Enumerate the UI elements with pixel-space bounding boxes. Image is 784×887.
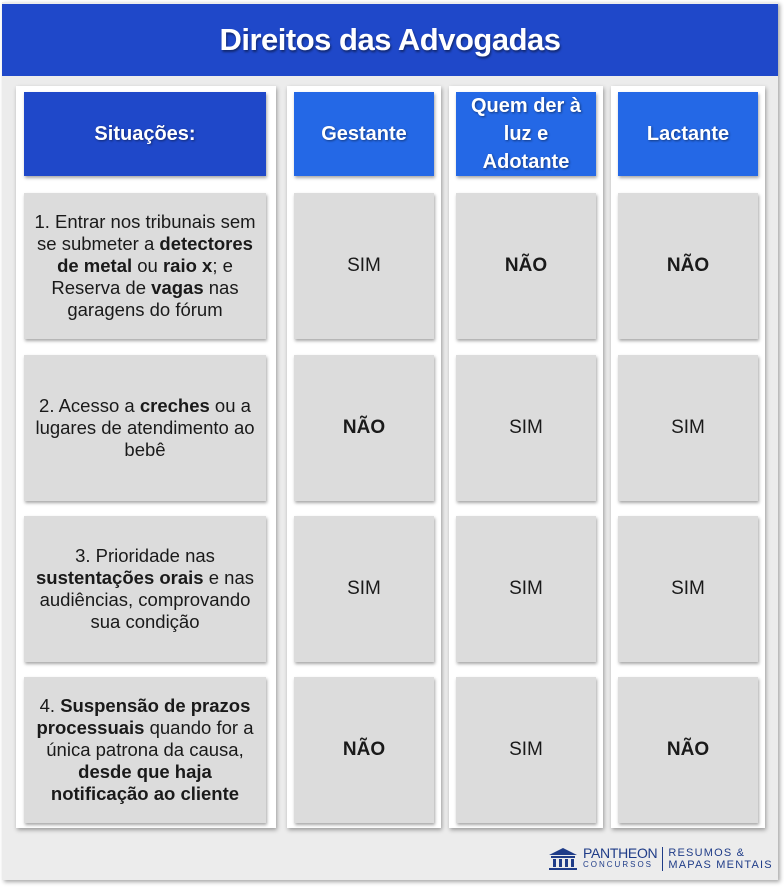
quem-der-a-luz-cell-2: SIM	[456, 355, 596, 501]
situacao-text-2: 2. Acesso a creches ou a lugares de atendimento ao bebê	[35, 395, 255, 460]
logo-tagline-line1: RESUMOS &	[668, 847, 746, 859]
logo-tagline-line2: MAPAS MENTAIS	[668, 859, 773, 871]
header-quem-der-a-luz-line3: Adotante	[482, 151, 570, 173]
lactante-cell-3: SIM	[618, 516, 758, 662]
header-situacoes: Situações:	[24, 92, 266, 176]
header-lactante: Lactante	[618, 92, 758, 176]
gestante-cell-2: NÃO	[294, 355, 434, 501]
quem-der-a-luz-cell-1: NÃO	[456, 193, 596, 339]
gestante-cell-4: NÃO	[294, 677, 434, 823]
gestante-cell-1: SIM	[294, 193, 434, 339]
situacao-cell-1	[24, 193, 266, 339]
situacao-text-1: 1. Entrar nos tribunais sem se submeter a detectores de metal ou raio x; e Reserva de vagas nas garagens do fórum	[34, 211, 256, 320]
header-quem-der-a-luz-line2: luz e	[503, 123, 549, 145]
quem-der-a-luz-cell-3: SIM	[456, 516, 596, 662]
situacao-cell-3	[24, 516, 266, 662]
header-quem-der-a-luz-line1: Quem der à	[470, 95, 582, 117]
logo-name: PANTHEON	[583, 845, 658, 861]
temple-icon	[548, 847, 578, 871]
pantheon-logo	[548, 844, 773, 874]
situacao-cell-4	[24, 677, 266, 823]
header-gestante: Gestante	[294, 92, 434, 176]
logo-brand	[583, 847, 657, 871]
logo-divider	[662, 847, 663, 871]
page-title: Direitos das Advogadas	[2, 4, 778, 76]
gestante-cell-3: SIM	[294, 516, 434, 662]
logo-sub: CONCURSOS	[583, 860, 654, 869]
quem-der-a-luz-cell-4: SIM	[456, 677, 596, 823]
situacao-cell-2	[24, 355, 266, 501]
situacao-text-3: 3. Prioridade nas sustentações orais e nas audiências, comprovando sua condição	[35, 545, 254, 632]
logo-tagline	[668, 847, 772, 871]
situacao-text-4: 4. Suspensão de prazos processuais quando for a única patrona da causa, desde que haja notificação ao cliente	[36, 695, 254, 804]
lactante-cell-1: NÃO	[618, 193, 758, 339]
lactante-cell-2: SIM	[618, 355, 758, 501]
lactante-cell-4: NÃO	[618, 677, 758, 823]
header-quem-der-a-luz	[456, 92, 596, 176]
